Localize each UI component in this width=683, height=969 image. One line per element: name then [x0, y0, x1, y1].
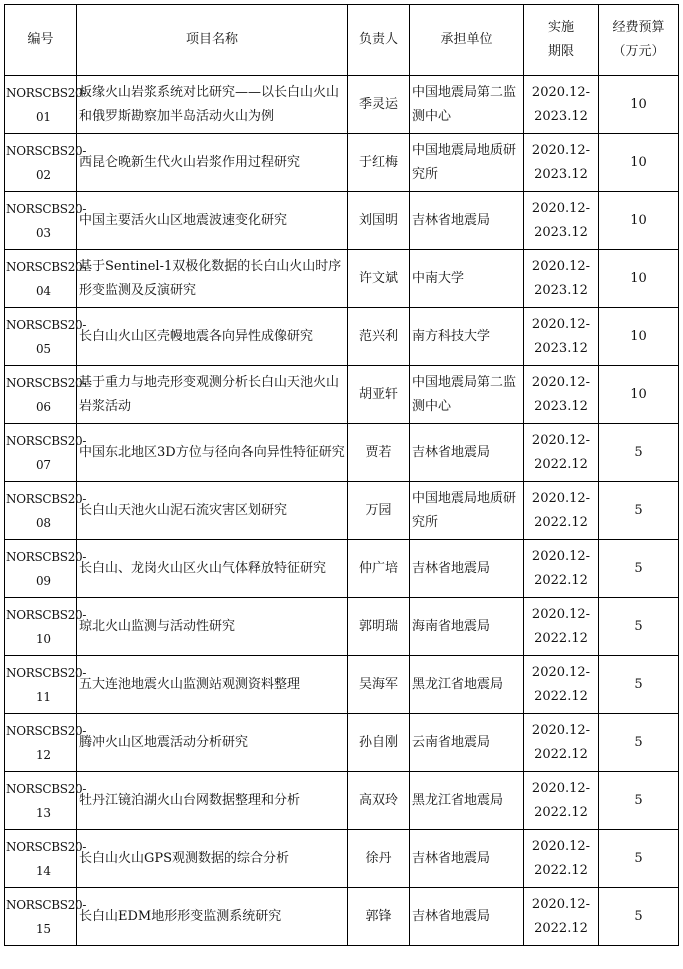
project-period: [524, 656, 599, 714]
project-id-prefix: NORSCBS20-: [6, 433, 87, 448]
table-row: [5, 540, 679, 598]
project-budget: 5: [599, 482, 679, 540]
project-id-prefix: NORSCBS20-: [6, 897, 87, 912]
project-unit: 吉林省地震局: [410, 540, 524, 598]
project-id: [5, 656, 87, 714]
project-budget: 5: [599, 540, 679, 598]
project-unit: 中国地震局地质研究所: [410, 134, 524, 192]
project-id-number: 06: [36, 399, 51, 414]
header-person: 负责人: [348, 5, 410, 76]
project-id: [5, 76, 87, 134]
project-leader: 胡亚轩: [348, 366, 410, 424]
table-row: [5, 598, 679, 656]
project-budget: 5: [599, 772, 679, 830]
project-id-prefix: NORSCBS20-: [6, 723, 87, 738]
project-id: [5, 424, 87, 482]
project-name: 长白山火山GPS观测数据的综合分析: [77, 830, 348, 888]
project-id-number: 12: [36, 747, 51, 762]
project-budget: 5: [599, 424, 679, 482]
project-unit: 中国地震局第二监测中心: [410, 76, 524, 134]
project-budget: 10: [599, 192, 679, 250]
project-id-number: 13: [36, 805, 51, 820]
project-leader: 范兴利: [348, 308, 410, 366]
table-row: [5, 482, 679, 540]
project-leader: 郭锋: [348, 888, 410, 946]
project-unit: 中国地震局第二监测中心: [410, 366, 524, 424]
project-leader: 郭明瑞: [348, 598, 410, 656]
header-budget-line1: 经费预算: [612, 20, 665, 35]
table-row: [5, 424, 679, 482]
project-period-end: 2023.12: [534, 108, 588, 124]
project-name: 腾冲火山区地震活动分析研究: [77, 714, 348, 772]
header-unit: 承担单位: [410, 5, 524, 76]
project-id-prefix: NORSCBS20-: [6, 549, 87, 564]
project-id-number: 03: [36, 225, 51, 240]
project-name: 基于重力与地壳形变观测分析长白山天池火山岩浆活动: [77, 366, 348, 424]
project-budget: 5: [599, 714, 679, 772]
project-leader: 仲广培: [348, 540, 410, 598]
project-id-prefix: NORSCBS20-: [6, 375, 87, 390]
project-period-start: 2020.12-: [531, 606, 591, 622]
project-period-end: 2022.12: [534, 630, 588, 646]
project-name: 牡丹江镜泊湖火山台网数据整理和分析: [77, 772, 348, 830]
table-row: [5, 366, 679, 424]
project-budget: 5: [599, 888, 679, 946]
project-period: [524, 308, 599, 366]
project-budget: 10: [599, 250, 679, 308]
project-period-end: 2022.12: [534, 746, 588, 762]
project-id: [5, 772, 87, 830]
project-id-prefix: NORSCBS20-: [6, 259, 87, 274]
table-header-row: [5, 5, 679, 76]
project-id-prefix: NORSCBS20-: [6, 781, 87, 796]
project-period-start: 2020.12-: [531, 722, 591, 738]
project-name: 中国东北地区3D方位与径向各向异性特征研究: [77, 424, 348, 482]
project-period-start: 2020.12-: [531, 490, 591, 506]
project-name: 长白山天池火山泥石流灾害区划研究: [77, 482, 348, 540]
project-id-prefix: NORSCBS20-: [6, 85, 87, 100]
project-unit: 吉林省地震局: [410, 830, 524, 888]
project-budget: 10: [599, 134, 679, 192]
header-budget: [599, 5, 679, 76]
project-period: [524, 76, 599, 134]
project-id: [5, 482, 87, 540]
project-period-end: 2022.12: [534, 920, 588, 936]
project-unit: 中国地震局地质研究所: [410, 482, 524, 540]
table-row: [5, 830, 679, 888]
project-period-end: 2023.12: [534, 224, 588, 240]
project-name: 板缘火山岩浆系统对比研究——以长白山火山和俄罗斯勘察加半岛活动火山为例: [77, 76, 348, 134]
project-period: [524, 134, 599, 192]
project-period: [524, 192, 599, 250]
table-row: [5, 250, 679, 308]
project-id: [5, 308, 87, 366]
project-budget: 5: [599, 656, 679, 714]
project-id-prefix: NORSCBS20-: [6, 839, 87, 854]
project-period-end: 2023.12: [534, 340, 588, 356]
project-id-prefix: NORSCBS20-: [6, 665, 87, 680]
project-id-prefix: NORSCBS20-: [6, 201, 87, 216]
project-id-number: 11: [36, 689, 51, 704]
project-period: [524, 424, 599, 482]
project-id-number: 09: [36, 573, 51, 588]
project-id: [5, 888, 87, 946]
table-row: [5, 76, 679, 134]
project-id: [5, 598, 87, 656]
project-leader: 季灵运: [348, 76, 410, 134]
project-period-start: 2020.12-: [531, 432, 591, 448]
project-unit: 吉林省地震局: [410, 888, 524, 946]
project-name: 长白山、龙岗火山区火山气体释放特征研究: [77, 540, 348, 598]
table-row: [5, 714, 679, 772]
project-unit: 中南大学: [410, 250, 524, 308]
project-id: [5, 192, 87, 250]
project-id: [5, 540, 87, 598]
project-period-start: 2020.12-: [531, 374, 591, 390]
project-period: [524, 540, 599, 598]
project-name: 基于Sentinel-1双极化数据的长白山火山时序形变监测及反演研究: [77, 250, 348, 308]
table-row: [5, 308, 679, 366]
project-id-number: 04: [36, 283, 51, 298]
project-period-end: 2023.12: [534, 398, 588, 414]
project-leader: 刘国明: [348, 192, 410, 250]
project-id-number: 15: [36, 921, 51, 936]
project-period-end: 2022.12: [534, 688, 588, 704]
project-id-number: 05: [36, 341, 51, 356]
project-period-end: 2022.12: [534, 862, 588, 878]
project-id-prefix: NORSCBS20-: [6, 317, 87, 332]
project-period-end: 2023.12: [534, 282, 588, 298]
project-period-end: 2022.12: [534, 456, 588, 472]
table-body: [5, 76, 679, 946]
project-period-start: 2020.12-: [531, 142, 591, 158]
project-id: [5, 366, 87, 424]
project-unit: 黑龙江省地震局: [410, 772, 524, 830]
project-id-prefix: NORSCBS20-: [6, 491, 87, 506]
project-unit: 黑龙江省地震局: [410, 656, 524, 714]
project-period-end: 2022.12: [534, 572, 588, 588]
project-name: 长白山火山区壳幔地震各向异性成像研究: [77, 308, 348, 366]
project-period-end: 2023.12: [534, 166, 588, 182]
project-id-number: 02: [36, 167, 51, 182]
project-budget: 5: [599, 830, 679, 888]
project-period: [524, 714, 599, 772]
project-id-number: 01: [36, 109, 51, 124]
project-id: [5, 714, 87, 772]
project-leader: 徐丹: [348, 830, 410, 888]
table-row: [5, 888, 679, 946]
project-period-start: 2020.12-: [531, 896, 591, 912]
project-id: [5, 250, 87, 308]
project-id-number: 07: [36, 457, 51, 472]
project-name: 西昆仑晚新生代火山岩浆作用过程研究: [77, 134, 348, 192]
table-row: [5, 772, 679, 830]
header-budget-line2: （万元）: [612, 44, 665, 59]
project-period: [524, 888, 599, 946]
project-budget: 5: [599, 598, 679, 656]
project-id-prefix: NORSCBS20-: [6, 607, 87, 622]
project-period: [524, 598, 599, 656]
project-leader: 吴海军: [348, 656, 410, 714]
project-leader: 许文斌: [348, 250, 410, 308]
project-period: [524, 772, 599, 830]
project-id-prefix: NORSCBS20-: [6, 143, 87, 158]
header-period-line2: 期限: [547, 44, 574, 59]
project-name: 五大连池地震火山监测站观测资料整理: [77, 656, 348, 714]
project-unit: 南方科技大学: [410, 308, 524, 366]
table-row: [5, 192, 679, 250]
project-name: 中国主要活火山区地震波速变化研究: [77, 192, 348, 250]
project-period-start: 2020.12-: [531, 664, 591, 680]
project-period-start: 2020.12-: [531, 548, 591, 564]
project-budget: 10: [599, 366, 679, 424]
project-budget: 10: [599, 76, 679, 134]
table-row: [5, 656, 679, 714]
project-leader: 于红梅: [348, 134, 410, 192]
project-period-start: 2020.12-: [531, 838, 591, 854]
project-unit: 海南省地震局: [410, 598, 524, 656]
project-unit: 吉林省地震局: [410, 424, 524, 482]
project-id-number: 14: [36, 863, 51, 878]
project-id: [5, 830, 87, 888]
project-id: [5, 134, 87, 192]
project-unit: 吉林省地震局: [410, 192, 524, 250]
project-budget: 10: [599, 308, 679, 366]
header-name: 项目名称: [77, 5, 348, 76]
project-period: [524, 482, 599, 540]
project-period-start: 2020.12-: [531, 258, 591, 274]
project-leader: 高双玲: [348, 772, 410, 830]
project-period: [524, 830, 599, 888]
project-table: [4, 4, 679, 946]
project-unit: 云南省地震局: [410, 714, 524, 772]
project-period-end: 2022.12: [534, 804, 588, 820]
project-period: [524, 366, 599, 424]
project-leader: 孙自刚: [348, 714, 410, 772]
header-period: [524, 5, 599, 76]
project-name: 琼北火山监测与活动性研究: [77, 598, 348, 656]
project-period-start: 2020.12-: [531, 316, 591, 332]
project-leader: 万园: [348, 482, 410, 540]
project-name: 长白山EDM地形形变监测系统研究: [77, 888, 348, 946]
project-leader: 贾若: [348, 424, 410, 482]
project-id-number: 08: [36, 515, 51, 530]
table-row: [5, 134, 679, 192]
project-period-end: 2022.12: [534, 514, 588, 530]
project-period-start: 2020.12-: [531, 780, 591, 796]
header-period-line1: 实施: [547, 20, 574, 35]
project-period: [524, 250, 599, 308]
project-id-number: 10: [36, 631, 51, 646]
project-period-start: 2020.12-: [531, 84, 591, 100]
project-period-start: 2020.12-: [531, 200, 591, 216]
header-id: 编号: [5, 5, 77, 76]
